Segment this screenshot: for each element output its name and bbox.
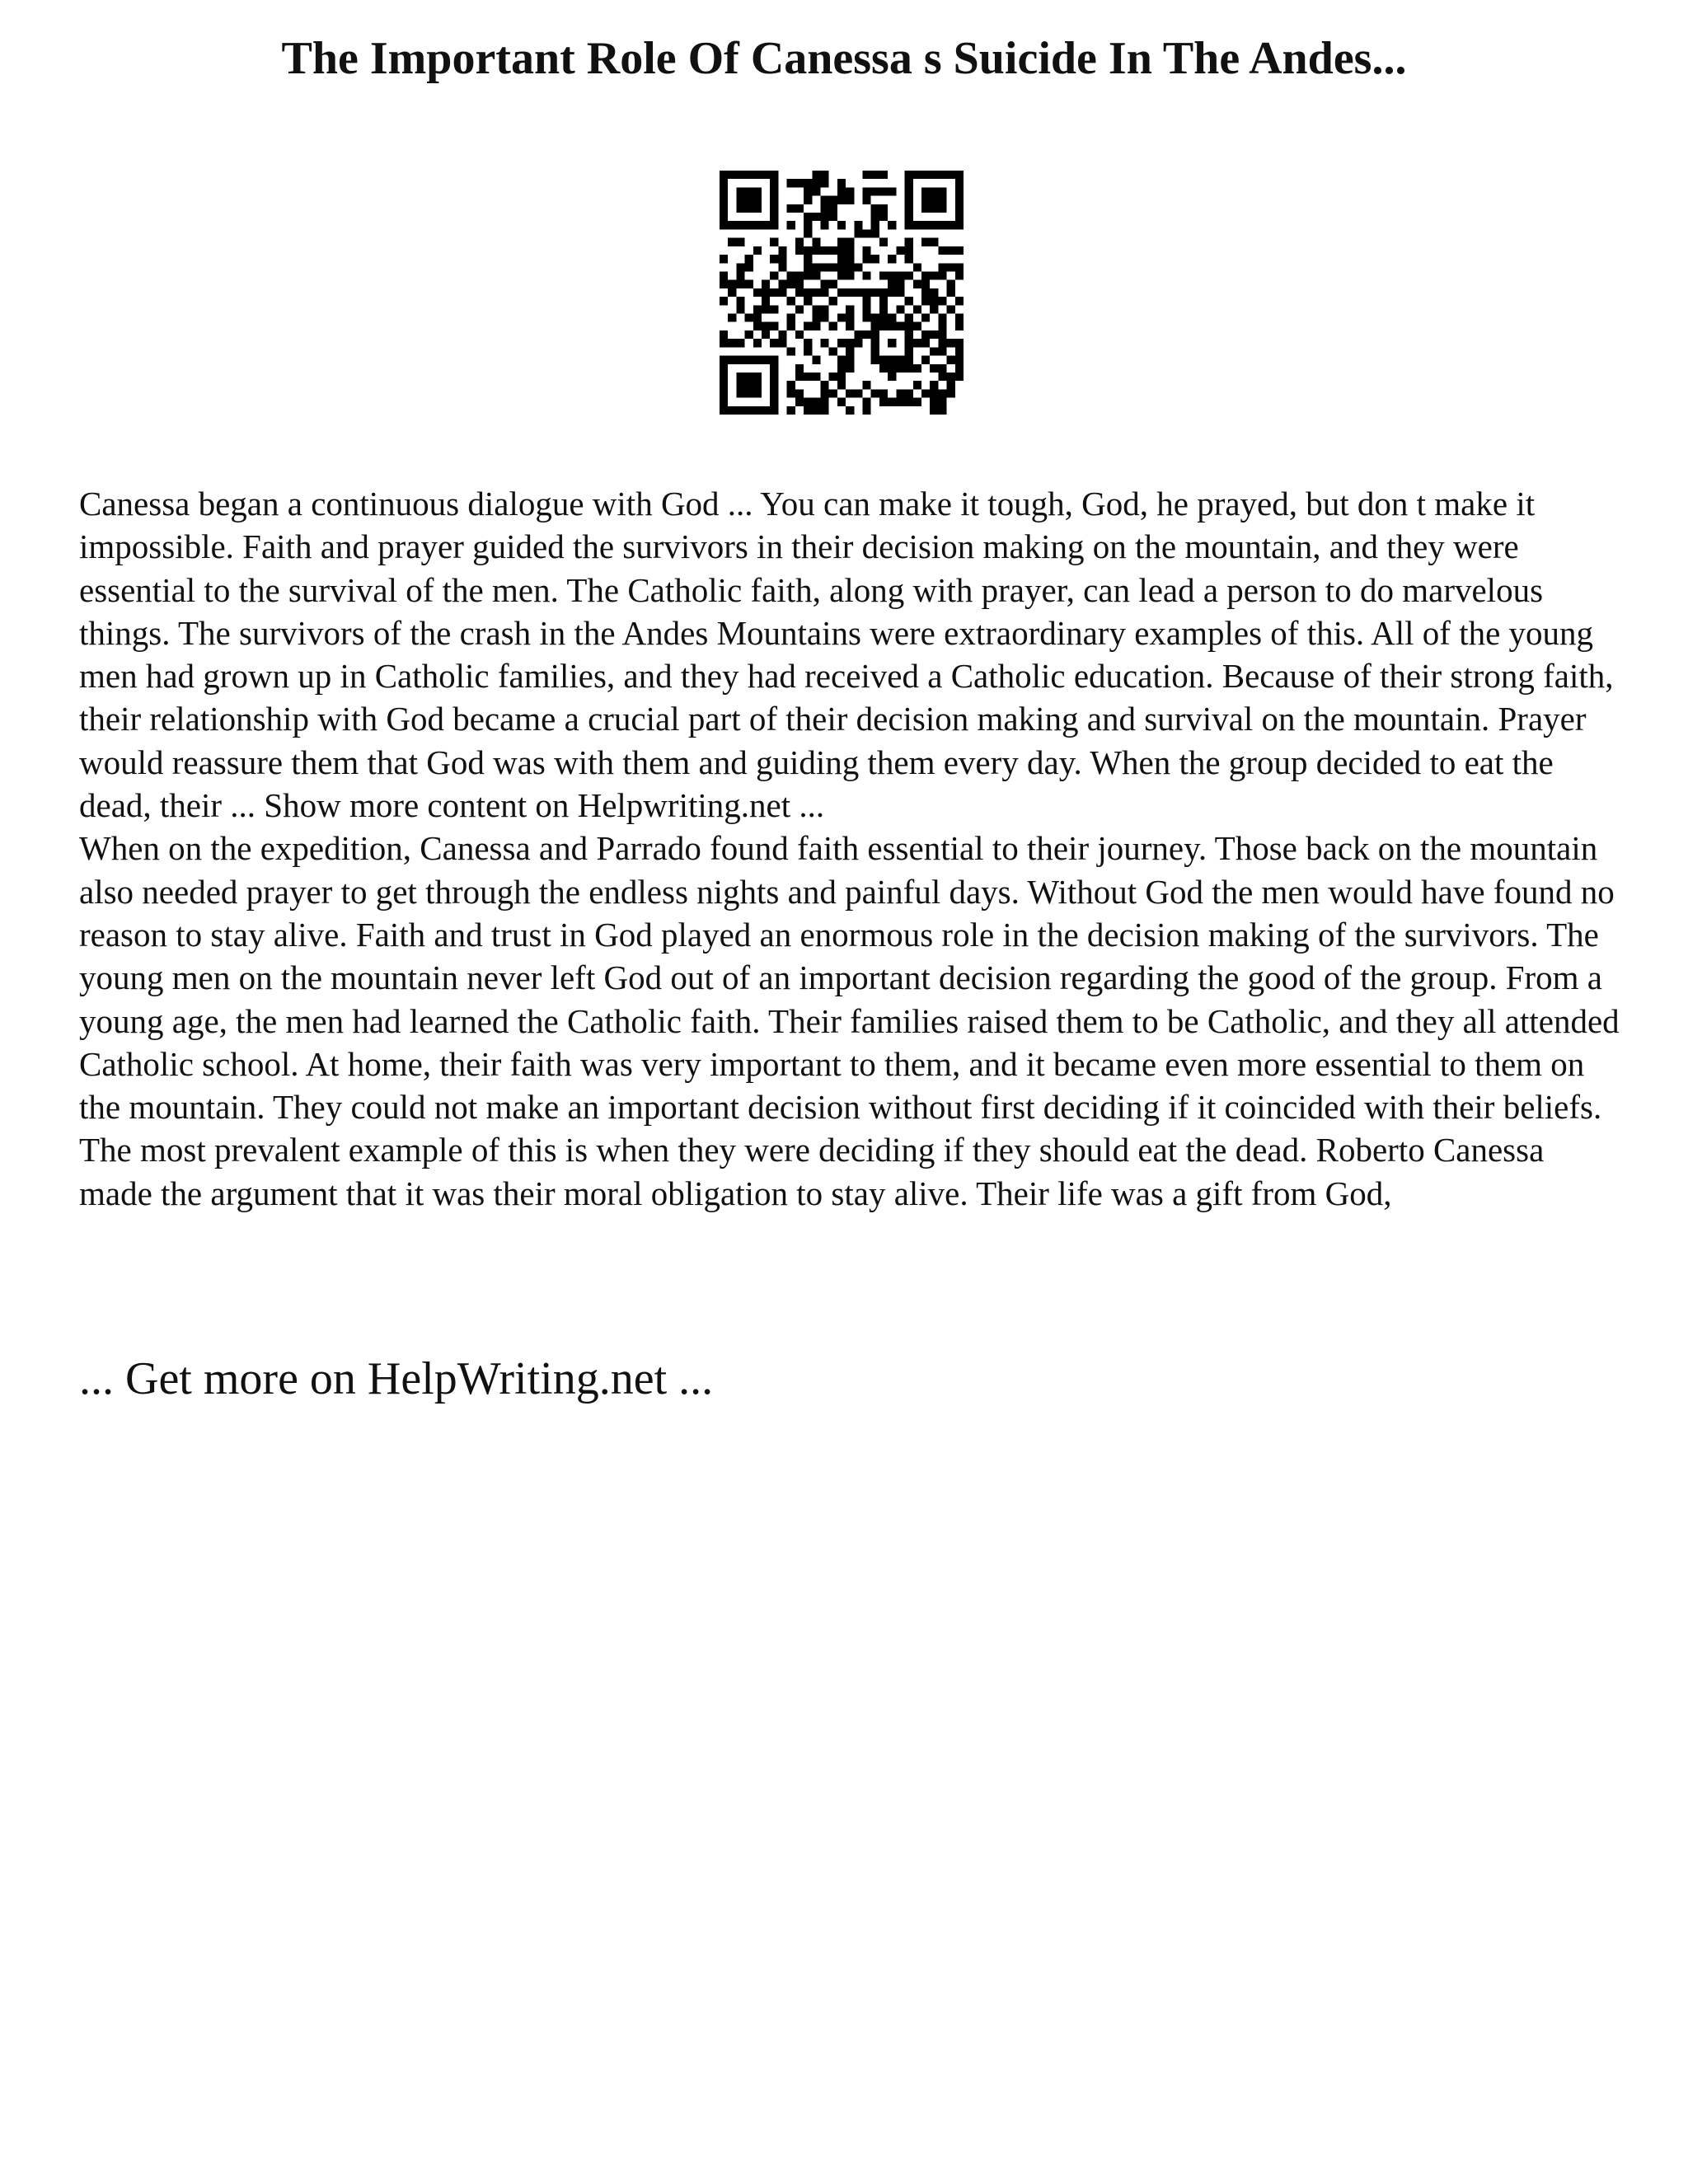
body-paragraph: When on the expedition, Canessa and Parrado found faith essential to their journey. Those back on the mountain also needed prayer to get through the endless nights and painful days. Without God the men would have found no reason to stay alive. Faith and trust in God played an enormous role in the decision making of the survivors. The young men on the mountain never left God out of an important decision regarding the good of the group. From a young age, the men had learned the Catholic faith. Their families raised them to be Catholic, and they all attended Catholic school. At home, their faith was very important to them, and it became even more essential to them on the mountain. They could not make an important decision without first deciding if it coincided with their beliefs. The most prevalent example of this is when they were deciding if they should eat the dead. Roberto Canessa made the argument that it was their moral obligation to stay alive. Their life was a gift from God,: [79, 829, 1620, 1212]
body-paragraph: Canessa began a continuous dialogue with God ... You can make it tough, God, he prayed, but don t make it impossible. Faith and prayer guided the survivors in their decision making on the mountain, and they were essential to the survival of the men. The Catholic faith, along with prayer, can lead a person to do marvelous things. The survivors of the crash in the Andes Mountains were extraordinary examples of this. All of the young men had grown up in Catholic families, and they had received a Catholic education. Because of their strong faith, their relationship with God became a crucial part of their decision making and survival on the mountain. Prayer would reassure them that God was with them and guiding them every day. When the group decided to eat the dead, their ... Show more content on Helpwriting.net ...: [79, 485, 1614, 825]
qr-code-icon: [720, 171, 964, 415]
article-body: [79, 482, 1620, 1215]
page-title: The Important Role Of Canessa s Suicide In The Andes...: [281, 33, 1407, 84]
get-more-link[interactable]: ... Get more on HelpWriting.net ...: [79, 1353, 714, 1404]
